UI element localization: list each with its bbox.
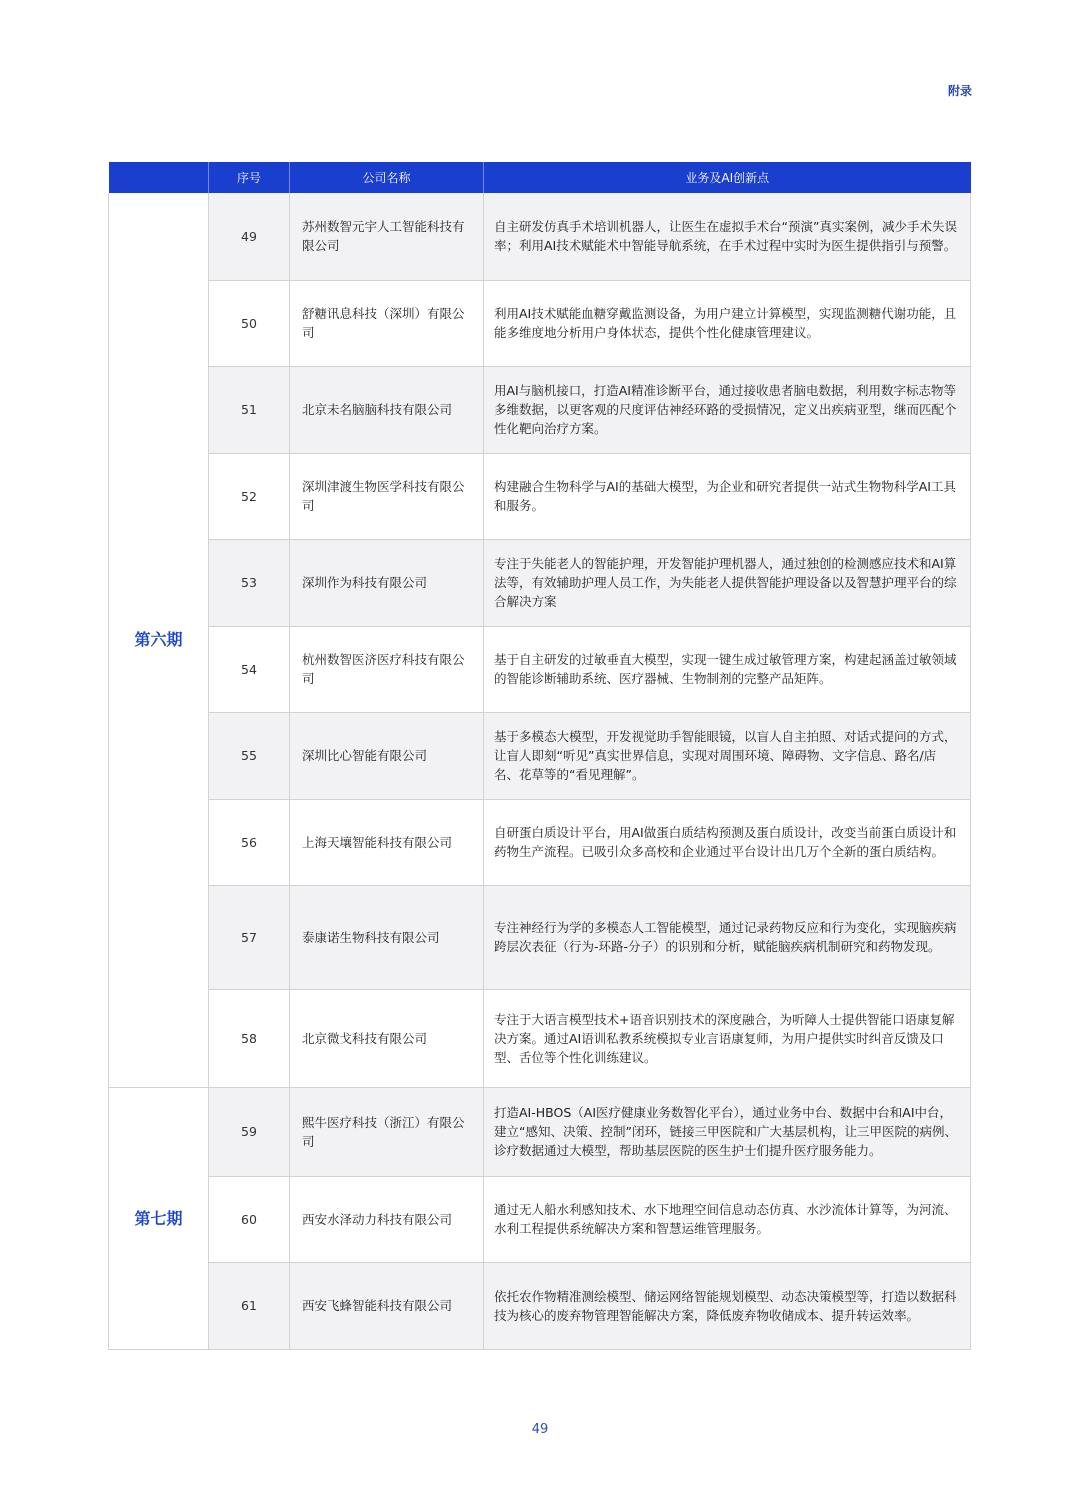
table-row bbox=[109, 626, 971, 712]
row-number: 51 bbox=[209, 366, 290, 453]
table-row bbox=[109, 1176, 971, 1262]
company-name: 泰康诺生物科技有限公司 bbox=[290, 885, 484, 989]
row-number: 49 bbox=[209, 193, 290, 280]
column-header-company: 公司名称 bbox=[290, 162, 484, 193]
table-row bbox=[109, 366, 971, 453]
column-header-period bbox=[109, 162, 209, 193]
page-number: 49 bbox=[531, 1422, 549, 1437]
row-number: 58 bbox=[209, 989, 290, 1087]
company-name: 深圳作为科技有限公司 bbox=[290, 539, 484, 626]
business-description: 通过无人船水利感知技术、水下地理空间信息动态仿真、水沙流体计算等，为河流、水利工程提供系统解决方案和智慧运维管理服务。 bbox=[484, 1176, 971, 1262]
row-number: 50 bbox=[209, 280, 290, 366]
column-header-business: 业务及AI创新点 bbox=[484, 162, 971, 193]
table-row bbox=[109, 885, 971, 989]
business-description: 基于自主研发的过敏垂直大模型，实现一键生成过敏管理方案，构建起涵盖过敏领域的智能诊断辅助系统、医疗器械、生物制剂的完整产品矩阵。 bbox=[484, 626, 971, 712]
table-row bbox=[109, 712, 971, 799]
company-name: 西安飞蜂智能科技有限公司 bbox=[290, 1262, 484, 1349]
company-name: 上海天壤智能科技有限公司 bbox=[290, 799, 484, 885]
business-description: 专注于大语言模型技术+语音识别技术的深度融合，为听障人士提供智能口语康复解决方案。通过AI语训私教系统模拟专业言语康复师，为用户提供实时纠音反馈及口型、舌位等个性化训练建议。 bbox=[484, 989, 971, 1087]
section-label: 附录 bbox=[947, 84, 972, 98]
table-header-row bbox=[109, 162, 971, 193]
table-row bbox=[109, 280, 971, 366]
table-row bbox=[109, 799, 971, 885]
business-description: 用AI与脑机接口，打造AI精准诊断平台，通过接收患者脑电数据，利用数字标志物等多维数据，以更客观的尺度评估神经环路的受损情况，定义出疾病亚型，继而匹配个性化靶向治疗方案。 bbox=[484, 366, 971, 453]
period-cell: 第七期 bbox=[109, 1087, 209, 1349]
business-description: 专注神经行为学的多模态人工智能模型，通过记录药物反应和行为变化，实现脑疾病跨层次表征（行为-环路-分子）的识别和分析，赋能脑疾病机制研究和药物发现。 bbox=[484, 885, 971, 989]
business-description: 基于多模态大模型，开发视觉助手智能眼镜，以盲人自主拍照、对话式提问的方式，让盲人即刻“听见”真实世界信息，实现对周围环境、障碍物、文字信息、路名/店名、花草等的“看见理解”。 bbox=[484, 712, 971, 799]
business-description: 专注于失能老人的智能护理，开发智能护理机器人，通过独创的检测感应技术和AI算法等，有效辅助护理人员工作，为失能老人提供智能护理设备以及智慧护理平台的综合解决方案 bbox=[484, 539, 971, 626]
company-table bbox=[108, 162, 971, 1350]
row-number: 53 bbox=[209, 539, 290, 626]
business-description: 打造AI-HBOS（AI医疗健康业务数智化平台），通过业务中台、数据中台和AI中台，建立“感知、决策、控制”闭环，链接三甲医院和广大基层机构，让三甲医院的病例、诊疗数据通过大模型，帮助基层医院的医生护士们提升医疗服务能力。 bbox=[484, 1087, 971, 1176]
business-description: 自研蛋白质设计平台，用AI做蛋白质结构预测及蛋白质设计，改变当前蛋白质设计和药物生产流程。已吸引众多高校和企业通过平台设计出几万个全新的蛋白质结构。 bbox=[484, 799, 971, 885]
table-row bbox=[109, 1262, 971, 1349]
row-number: 54 bbox=[209, 626, 290, 712]
column-header-number: 序号 bbox=[209, 162, 290, 193]
company-name: 舒糖讯息科技（深圳）有限公司 bbox=[290, 280, 484, 366]
company-name: 熙牛医疗科技（浙江）有限公司 bbox=[290, 1087, 484, 1176]
table-row bbox=[109, 989, 971, 1087]
period-cell: 第六期 bbox=[109, 193, 209, 1087]
row-number: 55 bbox=[209, 712, 290, 799]
company-name: 西安水泽动力科技有限公司 bbox=[290, 1176, 484, 1262]
business-description: 构建融合生物科学与AI的基础大模型，为企业和研究者提供一站式生物物科学AI工具和服务。 bbox=[484, 453, 971, 539]
business-description: 依托农作物精准测绘模型、储运网络智能规划模型、动态决策模型等，打造以数据科技为核心的废弃物管理智能解决方案，降低废弃物收储成本、提升转运效率。 bbox=[484, 1262, 971, 1349]
company-name: 深圳比心智能有限公司 bbox=[290, 712, 484, 799]
table-row bbox=[109, 1087, 971, 1176]
row-number: 52 bbox=[209, 453, 290, 539]
table-row bbox=[109, 539, 971, 626]
row-number: 56 bbox=[209, 799, 290, 885]
company-name: 北京未名脑脑科技有限公司 bbox=[290, 366, 484, 453]
row-number: 61 bbox=[209, 1262, 290, 1349]
business-description: 利用AI技术赋能血糖穿戴监测设备，为用户建立计算模型，实现监测糖代谢功能，且能多维度地分析用户身体状态，提供个性化健康管理建议。 bbox=[484, 280, 971, 366]
company-name: 深圳津渡生物医学科技有限公司 bbox=[290, 453, 484, 539]
row-number: 60 bbox=[209, 1176, 290, 1262]
company-name: 杭州数智医济医疗科技有限公司 bbox=[290, 626, 484, 712]
table-row bbox=[109, 193, 971, 280]
business-description: 自主研发仿真手术培训机器人，让医生在虚拟手术台“预演”真实案例，减少手术失误率；利用AI技术赋能术中智能导航系统，在手术过程中实时为医生提供指引与预警。 bbox=[484, 193, 971, 280]
row-number: 59 bbox=[209, 1087, 290, 1176]
company-name: 苏州数智元宇人工智能科技有限公司 bbox=[290, 193, 484, 280]
row-number: 57 bbox=[209, 885, 290, 989]
table-row bbox=[109, 453, 971, 539]
company-name: 北京微戈科技有限公司 bbox=[290, 989, 484, 1087]
